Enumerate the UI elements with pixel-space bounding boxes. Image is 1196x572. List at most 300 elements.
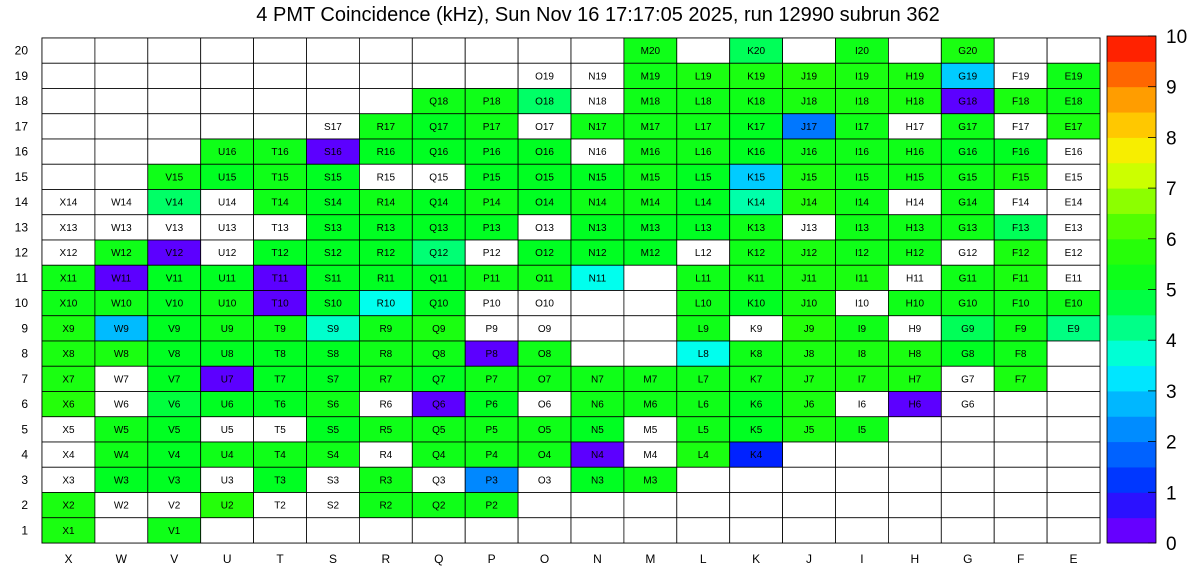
y-tick-label: 12 (14, 245, 28, 260)
cell-label: F7 (1014, 374, 1027, 386)
empty-cell (1047, 442, 1100, 467)
cell-label: U9 (220, 323, 234, 335)
colorbar-tick-label: 5 (1166, 280, 1177, 302)
cell-label: R2 (379, 500, 393, 512)
cell-label: L18 (694, 96, 712, 108)
cell-label: M16 (640, 147, 661, 159)
cell-label: X3 (62, 475, 75, 487)
cell-label: M18 (640, 96, 661, 108)
empty-cell (783, 38, 836, 63)
cell-label: M3 (643, 475, 658, 487)
colorbar-tick-label: 4 (1166, 331, 1177, 353)
cell-label: W12 (111, 248, 132, 260)
colorbar-segment (1107, 239, 1156, 265)
cell-label: S10 (324, 298, 342, 310)
cell-label: U5 (220, 424, 234, 436)
empty-cell (201, 89, 254, 114)
cell-label: O12 (535, 248, 555, 260)
cell-label: V8 (168, 349, 181, 361)
x-tick-label: H (910, 552, 920, 566)
cell-label: I18 (854, 96, 869, 108)
empty-cell (888, 467, 941, 492)
cell-label: O17 (535, 121, 555, 133)
cell-label: W9 (113, 323, 129, 335)
cell-label: F10 (1012, 298, 1030, 310)
cell-label: V2 (168, 500, 181, 512)
cell-label: R6 (379, 399, 393, 411)
cell-label: V12 (165, 248, 184, 260)
empty-cell (359, 89, 412, 114)
cell-label: H8 (908, 349, 922, 361)
cell-label: R14 (376, 197, 396, 209)
cell-label: W6 (113, 399, 129, 411)
empty-cell (307, 518, 360, 543)
empty-cell (148, 114, 201, 139)
cell-label: T5 (274, 424, 286, 436)
colorbar-segment (1107, 188, 1156, 214)
cell-label: R5 (379, 424, 393, 436)
cell-label: G14 (958, 197, 978, 209)
cell-label: H14 (905, 197, 925, 209)
cell-label: P16 (482, 147, 501, 159)
empty-cell (148, 89, 201, 114)
cell-label: O7 (537, 374, 552, 386)
cell-label: X6 (62, 399, 75, 411)
cell-label: W4 (113, 450, 129, 462)
cell-label: L14 (694, 197, 712, 209)
cell-label: W8 (113, 349, 129, 361)
cell-label: O4 (537, 450, 552, 462)
cell-label: S5 (326, 424, 340, 436)
cell-label: E11 (1065, 273, 1083, 285)
empty-cell (148, 38, 201, 63)
cell-label: F17 (1012, 121, 1030, 133)
cell-label: R13 (376, 222, 396, 234)
cell-label: M17 (640, 121, 661, 133)
x-tick-label: V (170, 552, 179, 566)
empty-cell (465, 518, 518, 543)
empty-cell (254, 114, 307, 139)
empty-cell (836, 518, 889, 543)
cell-label: P15 (482, 172, 501, 184)
empty-cell (307, 89, 360, 114)
cell-label: V7 (168, 374, 181, 386)
cell-label: S8 (326, 349, 340, 361)
cell-label: Q8 (432, 349, 446, 361)
cell-label: T14 (271, 197, 289, 209)
cell-label: E16 (1064, 147, 1083, 159)
cell-label: E19 (1064, 71, 1083, 83)
empty-cell (1047, 417, 1100, 442)
cell-label: G19 (958, 71, 978, 83)
cell-label: X13 (59, 222, 78, 234)
empty-cell (201, 38, 254, 63)
cell-label: L9 (697, 323, 709, 335)
cell-label: L10 (694, 298, 712, 310)
empty-cell (42, 89, 95, 114)
cell-label: S7 (326, 374, 340, 386)
cell-label: W2 (113, 500, 129, 512)
empty-cell (624, 341, 677, 366)
cell-label: G6 (961, 399, 975, 411)
cell-label: T2 (274, 500, 286, 512)
cell-label: P2 (485, 500, 498, 512)
cell-label: K4 (750, 450, 763, 462)
empty-cell (571, 493, 624, 518)
cell-label: I13 (854, 222, 869, 234)
cell-label: M20 (640, 46, 661, 58)
cell-label: X9 (62, 323, 75, 335)
cell-label: M4 (643, 450, 658, 462)
empty-cell (307, 38, 360, 63)
empty-cell (254, 38, 307, 63)
cell-label: Q13 (429, 222, 449, 234)
colorbar-segment (1107, 315, 1156, 341)
cell-label: V14 (165, 197, 184, 209)
cell-label: S2 (326, 500, 340, 512)
y-tick-label: 4 (21, 447, 28, 462)
cell-label: G18 (958, 96, 978, 108)
colorbar-tick-label: 3 (1166, 381, 1177, 403)
cell-label: Q16 (429, 147, 449, 159)
empty-cell (994, 493, 1047, 518)
cell-label: I10 (854, 298, 869, 310)
cell-label: X14 (59, 197, 78, 209)
cell-label: R9 (379, 323, 393, 335)
cell-label: L12 (694, 248, 712, 260)
cell-label: Q3 (432, 475, 446, 487)
cell-label: R3 (379, 475, 393, 487)
empty-cell (518, 518, 571, 543)
cell-label: N18 (588, 96, 607, 108)
cell-label: W14 (111, 197, 132, 209)
empty-cell (412, 518, 465, 543)
colorbar-tick-label: 2 (1166, 432, 1177, 454)
empty-cell (677, 38, 730, 63)
colorbar-segment (1107, 112, 1156, 138)
cell-label: Q2 (432, 500, 446, 512)
cell-label: U13 (217, 222, 237, 234)
cell-label: L4 (697, 450, 709, 462)
cell-label: E12 (1064, 248, 1083, 260)
cell-label: J18 (800, 96, 818, 108)
cell-label: M5 (643, 424, 658, 436)
cell-label: M13 (640, 222, 661, 234)
cell-label: Q7 (432, 374, 446, 386)
cell-label: U15 (217, 172, 237, 184)
cell-label: O6 (537, 399, 552, 411)
cell-label: G7 (961, 374, 975, 386)
empty-cell (730, 467, 783, 492)
colorbar-tick-label: 0 (1166, 534, 1177, 555)
cell-label: I16 (854, 147, 869, 159)
y-tick-label: 15 (14, 169, 28, 184)
cell-label: J5 (803, 424, 815, 436)
empty-cell (783, 518, 836, 543)
cell-label: O19 (535, 71, 555, 83)
cell-label: K16 (747, 147, 766, 159)
cell-label: O11 (535, 273, 554, 285)
empty-cell (624, 493, 677, 518)
cell-label: P12 (482, 248, 501, 260)
cell-label: H13 (905, 222, 925, 234)
cell-label: N11 (588, 273, 607, 285)
colorbar-segment (1107, 467, 1156, 493)
cell-label: T4 (274, 450, 286, 462)
empty-cell (888, 518, 941, 543)
heatmap-cells (42, 38, 1100, 543)
empty-cell (254, 63, 307, 88)
cell-label: N4 (591, 450, 604, 462)
cell-label: K10 (747, 298, 766, 310)
y-tick-label: 2 (21, 498, 28, 513)
cell-label: K18 (747, 96, 766, 108)
y-tick-label: 9 (21, 321, 28, 336)
cell-label: L7 (697, 374, 709, 386)
empty-cell (465, 63, 518, 88)
empty-cell (677, 493, 730, 518)
cell-label: L5 (697, 424, 709, 436)
cell-label: R7 (379, 374, 393, 386)
cell-label: T9 (274, 323, 286, 335)
empty-cell (95, 89, 148, 114)
empty-cell (201, 63, 254, 88)
x-tick-label: Q (434, 552, 444, 566)
cell-label: P7 (485, 374, 498, 386)
y-tick-label: 10 (14, 296, 28, 311)
empty-cell (836, 467, 889, 492)
cell-label: Q12 (429, 248, 449, 260)
cell-label: U3 (220, 475, 234, 487)
empty-cell (1047, 341, 1100, 366)
cell-label: V10 (165, 298, 184, 310)
cell-label: K6 (750, 399, 763, 411)
cell-label: W3 (113, 475, 129, 487)
cell-label: N19 (588, 71, 607, 83)
cell-label: G9 (961, 323, 975, 335)
y-tick-label: 7 (21, 371, 28, 386)
cell-label: U11 (218, 273, 236, 285)
cell-label: T12 (271, 248, 289, 260)
empty-cell (42, 63, 95, 88)
empty-cell (465, 38, 518, 63)
empty-cell (42, 139, 95, 164)
cell-label: O5 (537, 424, 552, 436)
cell-label: T7 (274, 374, 286, 386)
y-tick-label: 19 (14, 68, 28, 83)
cell-label: S17 (324, 121, 342, 133)
cell-label: K11 (747, 273, 765, 285)
cell-label: G13 (958, 222, 978, 234)
empty-cell (201, 114, 254, 139)
cell-label: R12 (376, 248, 396, 260)
cell-label: P14 (482, 197, 501, 209)
x-tick-label: J (806, 552, 813, 566)
cell-label: I6 (857, 399, 867, 411)
cell-label: L16 (694, 147, 712, 159)
cell-label: P3 (485, 475, 498, 487)
cell-label: F9 (1014, 323, 1027, 335)
cell-label: J8 (803, 349, 815, 361)
y-tick-label: 16 (14, 144, 28, 159)
cell-label: I17 (854, 121, 869, 133)
cell-label: P6 (485, 399, 498, 411)
cell-label: E13 (1064, 222, 1083, 234)
empty-cell (783, 467, 836, 492)
cell-label: M6 (643, 399, 658, 411)
empty-cell (888, 493, 941, 518)
cell-label: Q9 (432, 323, 446, 335)
empty-cell (783, 493, 836, 518)
cell-label: L6 (697, 399, 709, 411)
empty-cell (783, 442, 836, 467)
empty-cell (571, 518, 624, 543)
cell-label: U4 (220, 450, 234, 462)
colorbar-segment (1107, 264, 1156, 290)
cell-label: T8 (274, 349, 286, 361)
cell-label: K5 (750, 424, 763, 436)
cell-label: Q11 (429, 273, 448, 285)
empty-cell (148, 139, 201, 164)
empty-cell (994, 392, 1047, 417)
cell-label: G12 (958, 248, 978, 260)
cell-label: V9 (168, 323, 181, 335)
cell-label: P11 (483, 273, 501, 285)
cell-label: V3 (168, 475, 181, 487)
x-tick-label: W (115, 552, 128, 566)
cell-label: H19 (905, 71, 925, 83)
cell-label: L13 (694, 222, 712, 234)
colorbar-segment (1107, 492, 1156, 518)
cell-label: P5 (485, 424, 498, 436)
colorbar-segment (1107, 213, 1156, 239)
cell-label: U10 (217, 298, 237, 310)
cell-label: M14 (640, 197, 661, 209)
colorbar-tick-label: 6 (1166, 229, 1177, 251)
cell-label: I12 (854, 248, 869, 260)
empty-cell (359, 63, 412, 88)
cell-label: F16 (1012, 147, 1030, 159)
empty-cell (994, 442, 1047, 467)
cell-label: V13 (165, 222, 184, 234)
cell-label: G8 (961, 349, 975, 361)
cell-label: O13 (535, 222, 555, 234)
cell-label: E15 (1064, 172, 1083, 184)
cell-label: N17 (588, 121, 607, 133)
cell-label: K14 (747, 197, 766, 209)
colorbar-segment (1107, 442, 1156, 468)
cell-label: V11 (165, 273, 183, 285)
cell-label: Q15 (429, 172, 449, 184)
cell-label: I7 (857, 374, 867, 386)
cell-label: U12 (217, 248, 237, 260)
cell-label: J15 (800, 172, 818, 184)
cell-label: K15 (747, 172, 766, 184)
empty-cell (95, 164, 148, 189)
cell-label: G16 (958, 147, 978, 159)
cell-label: E17 (1064, 121, 1083, 133)
x-tick-label: N (593, 552, 602, 566)
cell-label: J13 (800, 222, 818, 234)
cell-label: K20 (747, 46, 766, 58)
cell-label: U6 (220, 399, 234, 411)
empty-cell (888, 442, 941, 467)
cell-label: J12 (800, 248, 818, 260)
cell-label: J17 (800, 121, 818, 133)
cell-label: V15 (165, 172, 184, 184)
cell-label: X1 (62, 525, 75, 537)
cell-label: P8 (485, 349, 498, 361)
y-tick-label: 20 (14, 43, 28, 58)
colorbar-segment (1107, 137, 1156, 163)
cell-label: I14 (854, 197, 869, 209)
colorbar-tick-label: 9 (1166, 77, 1177, 99)
cell-label: R10 (376, 298, 396, 310)
cell-label: G17 (958, 121, 978, 133)
empty-cell (95, 114, 148, 139)
cell-label: W10 (111, 298, 132, 310)
empty-cell (95, 518, 148, 543)
empty-cell (1047, 467, 1100, 492)
cell-label: W7 (113, 374, 129, 386)
cell-label: Q10 (429, 298, 449, 310)
cell-label: S13 (324, 222, 342, 234)
colorbar-segment (1107, 87, 1156, 113)
cell-label: R4 (379, 450, 393, 462)
colorbar-tick-label: 10 (1166, 27, 1188, 48)
cell-label: V6 (168, 399, 181, 411)
y-tick-label: 18 (14, 94, 28, 109)
empty-cell (571, 38, 624, 63)
empty-cell (888, 38, 941, 63)
colorbar-segment (1107, 391, 1156, 417)
empty-cell (359, 38, 412, 63)
cell-label: O9 (537, 323, 552, 335)
empty-cell (95, 139, 148, 164)
cell-label: S9 (326, 323, 340, 335)
cell-label: J9 (803, 323, 815, 335)
cell-label: T3 (274, 475, 286, 487)
cell-label: F15 (1012, 172, 1030, 184)
cell-label: H18 (905, 96, 925, 108)
x-tick-label: M (645, 552, 656, 566)
cell-label: Q4 (432, 450, 446, 462)
empty-cell (42, 114, 95, 139)
cell-label: F14 (1012, 197, 1030, 209)
cell-label: K9 (750, 323, 763, 335)
empty-cell (571, 291, 624, 316)
cell-label: P10 (482, 298, 501, 310)
empty-cell (42, 38, 95, 63)
x-tick-label: L (699, 552, 707, 566)
empty-cell (412, 38, 465, 63)
cell-label: R15 (376, 172, 396, 184)
cell-label: S11 (324, 273, 342, 285)
empty-cell (359, 518, 412, 543)
cell-label: M15 (640, 172, 661, 184)
cell-label: G15 (958, 172, 978, 184)
cell-label: S14 (324, 197, 342, 209)
chart-title: 4 PMT Coincidence (kHz), Sun Nov 16 17:17:05 2025, run 12990 subrun 362 (256, 4, 940, 26)
cell-label: L19 (694, 71, 712, 83)
empty-cell (624, 518, 677, 543)
cell-label: X7 (62, 374, 75, 386)
x-tick-label: T (276, 552, 284, 566)
cell-label: H7 (908, 374, 922, 386)
cell-label: E14 (1064, 197, 1083, 209)
x-tick-label: K (752, 552, 761, 566)
colorbar-segment (1107, 518, 1156, 544)
